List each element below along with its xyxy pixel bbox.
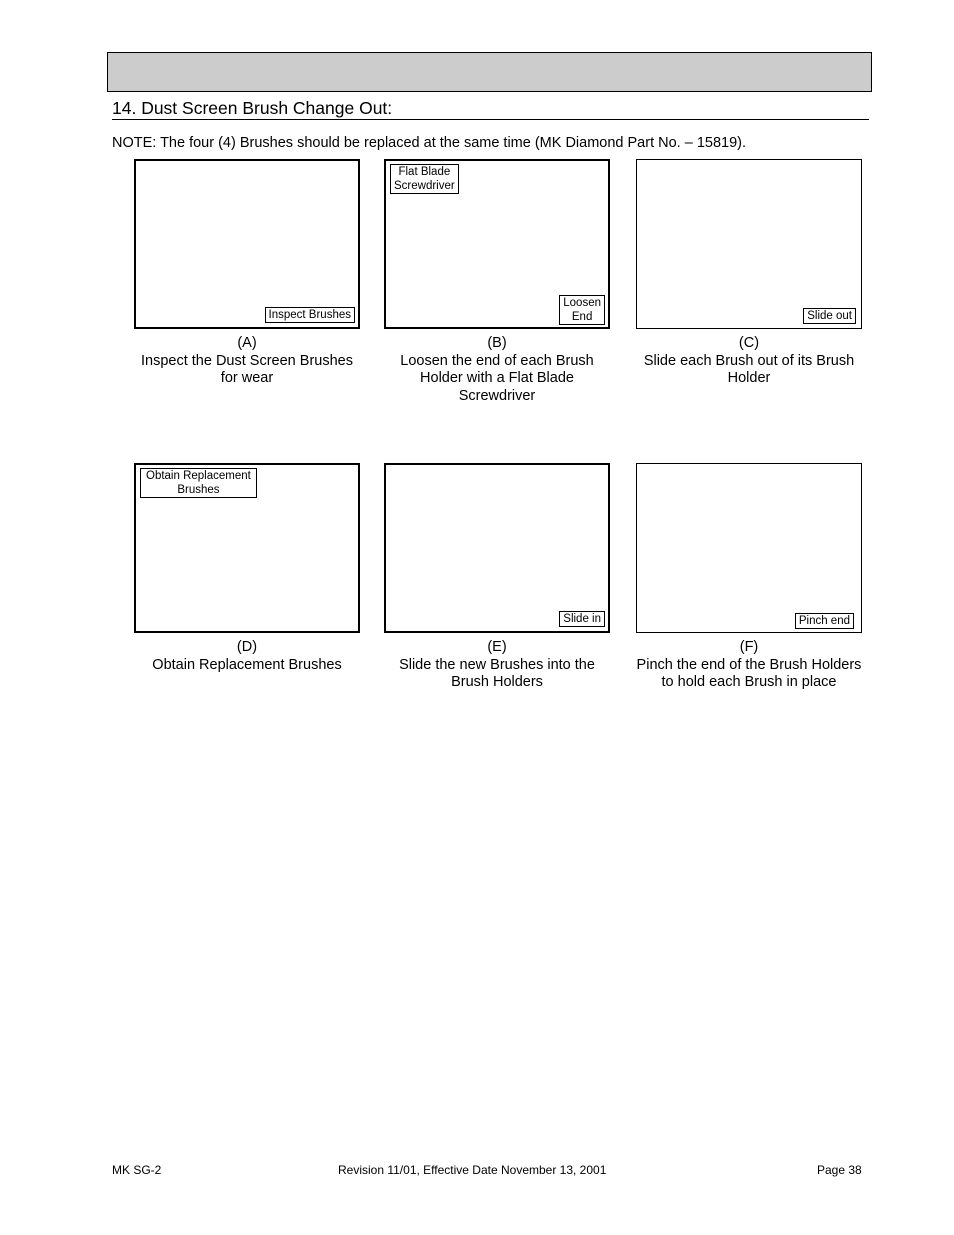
footer-revision: Revision 11/01, Effective Date November 13, 2001 xyxy=(338,1163,607,1177)
step-caption: Pinch the end of the Brush Holders to hold each Brush in place xyxy=(636,656,862,690)
caption-step-a xyxy=(132,335,362,388)
step-caption: Slide the new Brushes into the Brush Holders xyxy=(399,656,595,690)
note-text: NOTE: The four (4) Brushes should be replaced at the same time (MK Diamond Part No. – 15819). xyxy=(112,135,746,151)
callout-inspect-brushes: Inspect Brushes xyxy=(265,307,355,323)
callout-slide-out: Slide out xyxy=(803,308,856,324)
photo-step-f xyxy=(636,463,862,633)
step-letter: (A) xyxy=(237,335,257,351)
step-letter: (E) xyxy=(487,639,507,655)
callout-pinch-end: Pinch end xyxy=(795,613,854,629)
step-caption: Obtain Replacement Brushes xyxy=(152,656,342,673)
header-bar xyxy=(107,52,872,92)
caption-step-e xyxy=(382,639,612,692)
callout-slide-in: Slide in xyxy=(559,611,605,627)
step-letter: (D) xyxy=(236,639,258,655)
step-letter: (B) xyxy=(487,335,507,351)
step-caption: Loosen the end of each Brush Holder with a Flat Blade Screwdriver xyxy=(400,352,594,404)
callout-flat-blade-screwdriver: Flat Blade Screwdriver xyxy=(390,164,459,194)
caption-step-b xyxy=(382,335,612,405)
caption-step-c xyxy=(634,335,864,388)
callout-obtain-replacement-brushes: Obtain Replacement Brushes xyxy=(140,468,257,498)
photo-step-a xyxy=(134,159,360,329)
step-letter: (C) xyxy=(738,335,760,351)
caption-step-d xyxy=(132,639,362,674)
footer-page-number: Page 38 xyxy=(817,1163,862,1177)
photo-step-c xyxy=(636,159,862,329)
photo-step-e xyxy=(384,463,610,633)
footer-doc-id: MK SG-2 xyxy=(112,1163,162,1177)
section-title: 14. Dust Screen Brush Change Out: xyxy=(112,97,869,120)
photo-step-d xyxy=(134,463,360,633)
step-letter: (F) xyxy=(739,639,759,655)
step-caption: Inspect the Dust Screen Brushes for wear xyxy=(141,352,353,386)
step-caption: Slide each Brush out of its Brush Holder xyxy=(643,352,855,386)
callout-loosen-end: Loosen End xyxy=(559,295,605,325)
caption-step-f xyxy=(634,639,864,692)
photo-step-b xyxy=(384,159,610,329)
